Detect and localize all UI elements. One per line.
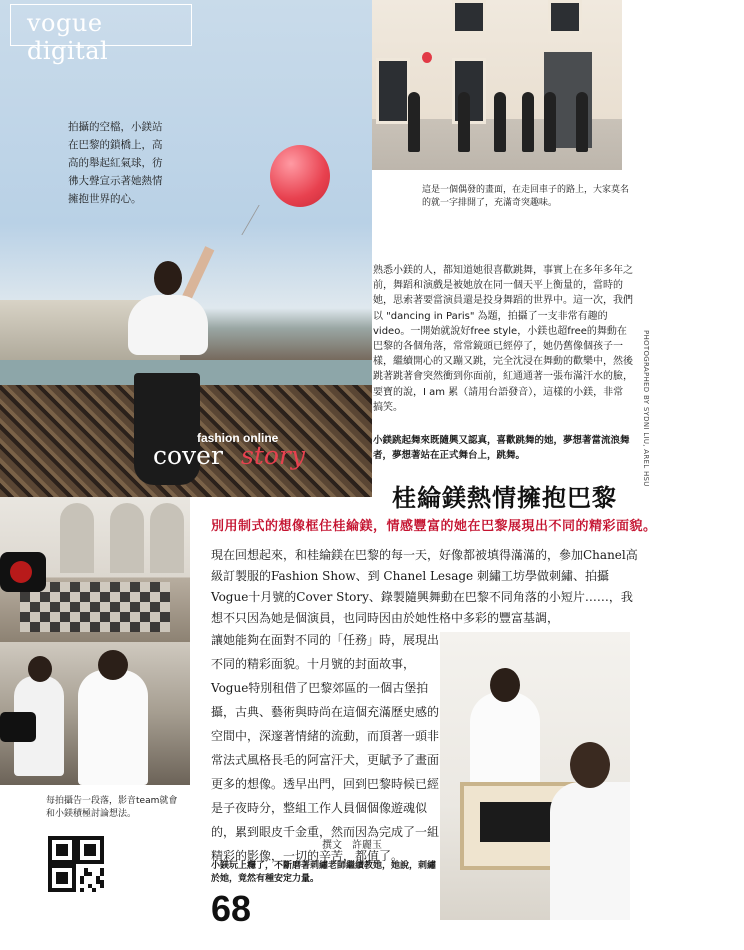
small-red-balloon (422, 52, 432, 63)
crew-photo (0, 642, 190, 785)
article-byline: 撰文 許麗玉 (322, 840, 382, 851)
crew-photo-caption: 每拍攝告一段落，影音team就會和小鎂積極討論想法。 (46, 796, 178, 819)
camera-lens-icon (10, 561, 32, 583)
balloon-string (241, 205, 299, 235)
red-balloon (270, 145, 330, 207)
photo-credit: PHOTOGRAPHED BY SYDNI LIU, AREL HSU (642, 330, 650, 487)
palace-photo (0, 497, 190, 642)
embroidery-photo (440, 632, 630, 920)
section-label: fashion online (197, 431, 279, 445)
intro-bold-paragraph: 小鎂跳起舞來既隨興又認真，喜歡跳舞的她，夢想著當流浪舞者，夢想著站在正式舞台上，跳舞。 (373, 435, 630, 461)
section-word-story: story (241, 441, 306, 470)
street-photo-caption: 這是一個偶發的畫面，在走回車子的路上，大家莫名的就一字排開了，充滿奇突趣味。 (422, 185, 630, 208)
page-number: 68 (211, 888, 252, 929)
video-camera-icon (0, 712, 36, 742)
main-photo-caption: 拍攝的空檔，小鎂站在巴黎的鎖橋上，高高的舉起紅氣球，彷彿大聲宣示著她熱情擁抱世界的心。 (68, 121, 163, 205)
embroidery-photo-caption: 小鎂玩上癮了，不斷磨著刺繡老師繼續教她，她說，刺繡於她，竟然有種安定力量。 (211, 861, 437, 884)
section-header (10, 4, 192, 65)
qr-code-icon[interactable] (48, 836, 104, 892)
section-title: vogue digital (27, 9, 109, 65)
cover-photo-balloon (0, 0, 372, 497)
intro-paragraph: 熟悉小鎂的人，都知道她很喜歡跳舞，事實上在多年多年之前，舞蹈和演戲是被她放在同一個天平上衡量的，當時的她，思索著要當演員還是投身舞蹈的世界中。這一次，我們以 "dancing in Paris" 為題，拍攝了一支非常有趣的video。一開始就說好free style，小鎂也超free的舞動在巴黎的各個角落，常常鏡頭已經停了，她仍舊像個孩子一樣，繼續開心的又蹦又跳，完全沈浸在舞動的歡樂中，然後跳著跳著會突然衝到你面前，紅通通著一張布滿汗水的臉，要寶的說，I am 累（請用台語發音），這樣的小鎂，非常搞笑。 (373, 265, 633, 413)
street-photo (372, 0, 622, 170)
article-subhead: 別用制式的想像框住桂綸鎂，情感豐富的她在巴黎展現出不同的精彩面貌。 (211, 519, 657, 534)
section-word-cover: cover (153, 441, 223, 470)
article-headline: 桂綸鎂熱情擁抱巴黎 (392, 483, 617, 512)
article-body-narrow: 讓她能夠在面對不同的「任務」時，展現出不同的精彩面貌。十月號的封面故事，Vogue特別租借了巴黎郊區的一個古堡拍攝，古典、藝術與時尚在這個充滿歷史感的空間中，深邃著情緒的流動，而頂著一頭非常法式風格長毛的阿富汗犬，更賦予了畫面更多的想像。透早出門，回到巴黎時候已經是子夜時分，整組工作人員個個像遊魂似的，累到眼皮千金重，然而因為完成了一組精彩的影像，一切的辛苦，都值了。 (211, 633, 440, 863)
article-body-wide: 現在回想起來，和桂綸鎂在巴黎的每一天，好像都被填得滿滿的，參加Chanel高級訂製服的Fashion Show、到 Chanel Lesage 刺繡工坊學做刺繡、拍攝 Vogue十月號的Cover Story、錄製隨興舞動在巴黎不同角落的小短片……，我想不只因為她是個演員，也同時因由於她性格中多彩的豐富基調， (211, 548, 638, 625)
